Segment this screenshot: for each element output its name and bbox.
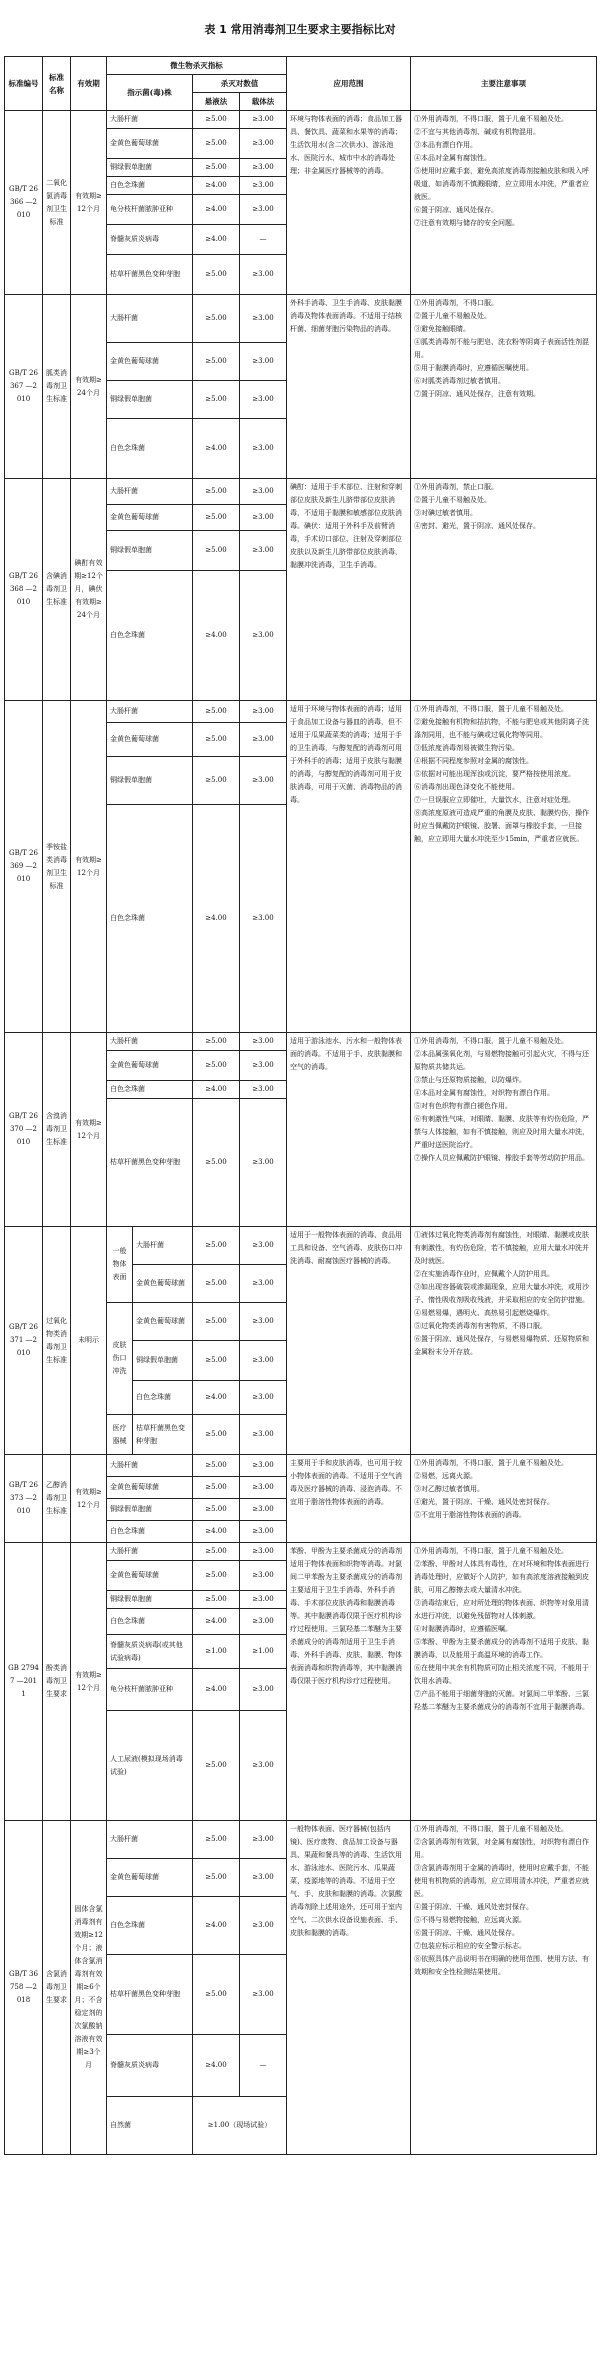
header-micro-group: 微生物杀灭指标 <box>107 57 287 75</box>
note-item: ⑥在使用中其余有机物质可防止相关浓度不同，不能用于饮用水消毒。 <box>414 1664 589 1685</box>
std-name-cell: 含氯消毒剂卫生要求 <box>43 1821 71 2155</box>
note-item: ⑥消毒剂出现色泽变化不能使用。 <box>414 783 519 791</box>
indicator-name-cell: 大肠杆菌 <box>107 295 193 343</box>
carrier-value-cell: ≥3.00 <box>240 159 287 177</box>
carrier-value-cell: ≥3.00 <box>240 1081 287 1099</box>
carrier-value-cell: ≥3.00 <box>240 177 287 195</box>
carrier-value-cell: ≥3.00 <box>240 757 287 805</box>
carrier-value-cell: ≥3.00 <box>240 1051 287 1081</box>
table-row <box>5 1033 597 1051</box>
note-item: ⑤对有色织物有漂白褪色作用。 <box>414 1102 512 1110</box>
indicator-name-cell: 大肠杆菌 <box>107 1455 193 1477</box>
note-item: ④本品对金属有腐蚀性，对织物有漂白作用。 <box>414 1089 554 1097</box>
note-item: ③消毒结束后，应对所处理的物体表面、织物等对象用清水进行冲洗，以避免残留物对人体刺激。 <box>414 1599 589 1620</box>
indicator-name-cell: 人工尿液(模拟现场消毒试验) <box>107 1711 193 1821</box>
indicator-name-cell: 自然菌 <box>107 2097 193 2155</box>
suspension-value-cell: ≥5.00 <box>193 1859 240 1897</box>
suspension-value-cell: ≥5.00 <box>193 1591 240 1609</box>
std-name-cell: 含溴消毒剂卫生标准 <box>43 1033 71 1227</box>
std-name-cell: 胍类消毒剂卫生标准 <box>43 295 71 479</box>
scope-cell: 碘酊：适用于手术部位、注射和穿刺部位皮肤及新生儿脐带部位皮肤消毒，不适用于黏膜和敏感部位皮肤消毒。碘伏：适用于外科手及前臂消毒，手术切口部位、注射及穿刺部位皮肤以及新生儿脐带部位皮肤消毒，黏膜冲洗消毒，卫生手消毒。 <box>287 479 411 701</box>
note-item: ④易燃易爆，遇明火、高热易引起燃烧爆炸。 <box>414 1309 554 1317</box>
scope-cell: 主要用于手和皮肤消毒，也可用于较小物体表面的消毒。不适用于空气消毒及医疗器械的消毒、浸泡消毒。不宜用于脂溶性物体表面的消毒。 <box>287 1455 411 1543</box>
suspension-value-cell: ≥5.00 <box>193 1303 240 1341</box>
note-item: ③含氯消毒剂用于金属的消毒时，使用时应戴手套，不能使用有机物质的消毒剂，应立即用清水冲洗，严重者应就医。 <box>414 1864 589 1898</box>
suspension-value-cell: ≥4.00 <box>193 1381 240 1415</box>
indicator-name-cell: 大肠杆菌 <box>107 1033 193 1051</box>
note-item: ⑧依照具体产品说明书在明确的使用范围、使用方法、有效期和安全性检测结果使用。 <box>414 1955 589 1976</box>
indicator-name-cell: 金黄色葡萄球菌 <box>107 505 193 531</box>
header-indicator: 指示菌(毒)株 <box>107 75 193 111</box>
carrier-value-cell: ≥3.00 <box>240 1859 287 1897</box>
indicator-name-cell: 金黄色葡萄球菌 <box>133 1303 193 1341</box>
carrier-value-cell: ≥3.00 <box>240 1381 287 1415</box>
notes-cell <box>411 479 597 701</box>
note-item: ⑤过氧化物类消毒剂有害物质，不得口服。 <box>414 1322 547 1330</box>
indicator-name-cell: 白色念珠菌 <box>107 419 193 479</box>
comparison-table <box>4 56 597 2155</box>
note-item: ③如出现容器破裂或渗漏现象，应用大量水冲洗，或用沙子、惰性吸收剂吸收残液，并采取相应的安全防护措施。 <box>414 1283 589 1304</box>
carrier-value-cell: ≥3.00 <box>240 1521 287 1543</box>
suspension-value-cell: ≥5.00 <box>193 1821 240 1859</box>
note-item: ④置于阴凉、干燥、通风处密封保存。 <box>414 1903 533 1911</box>
carrier-value-cell: ≥3.00 <box>240 701 287 723</box>
table-row <box>5 295 597 343</box>
header-std-name: 标准名称 <box>43 57 71 111</box>
std-number-cell: GB/T 26366 —2010 <box>5 111 43 295</box>
note-item: ②在实施消毒作业时，应佩戴个人防护用具。 <box>414 1270 554 1278</box>
scope-cell: 外科手消毒、卫生手消毒、皮肤黏膜消毒及物体表面消毒。不适用于结核杆菌、细菌芽胞污染物品的消毒。 <box>287 295 411 479</box>
indicator-name-cell: 脊髓灰质炎病毒(或其他试验病毒) <box>107 1635 193 1669</box>
note-item: ②本品属强氧化剂，与易燃物接触可引起火灾，不得与还原物质共储共运。 <box>414 1050 589 1071</box>
note-item: ①液体过氧化物类消毒剂有腐蚀性，对眼睛、黏膜或皮肤有刺激性，有灼伤危险，若不慎接触，应用大量水冲洗并及时就医。 <box>414 1231 589 1265</box>
indicator-name-cell: 脊髓灰质炎病毒 <box>107 2035 193 2097</box>
scope-cell: 一般物体表面、医疗器械(包括内镜)、医疗废物、食品加工设备与器具、果蔬和餐具等的消毒、生活饮用水、游泳池水、医院污水、瓜果蔬菜、疫源地等的消毒。不适用于空气、手、皮肤和黏膜的消毒。次氯酸消毒剂除上述用途外，还可用于室内空气、二次供水设备设施表面、手、皮肤和黏膜的消毒。 <box>287 1821 411 2155</box>
suspension-value-cell: ≥4.00 <box>193 1669 240 1711</box>
carrier-value-cell: ≥3.00 <box>240 1265 287 1303</box>
std-number-cell: GB/T 36758 —2018 <box>5 1821 43 2155</box>
note-item: ②含氯消毒剂有效氯，对金属有腐蚀性，对织物有漂白作用。 <box>414 1838 589 1859</box>
note-item: ⑤不得与易燃物接触，应远离火源。 <box>414 1916 526 1924</box>
note-item: ⑦置于阴凉、通风处保存，注意有效期。 <box>414 390 540 398</box>
suspension-value-cell: ≥5.00 <box>193 295 240 343</box>
carrier-value-cell: — <box>240 2035 287 2097</box>
std-name-cell: 过氧化物类消毒剂卫生标准 <box>43 1227 71 1455</box>
note-item: ②置于儿童不易触及处。 <box>414 312 491 320</box>
notes-cell <box>411 1543 597 1821</box>
header-row-1 <box>5 57 597 75</box>
note-item: ③避免接触眼睛。 <box>414 325 470 333</box>
validity-cell: 有效期≥12个月 <box>71 111 107 295</box>
carrier-value-cell: ≥3.00 <box>240 805 287 1033</box>
carrier-value-cell: ≥3.00 <box>240 195 287 225</box>
carrier-value-cell: ≥3.00 <box>240 1821 287 1859</box>
table-row <box>5 701 597 723</box>
note-item: ⑥置于阴凉、通风处保存，与易燃易爆物质、还原物质和金属粉末分开存放。 <box>414 1335 589 1356</box>
suspension-value-cell: ≥5.00 <box>193 255 240 295</box>
notes-cell <box>411 111 597 295</box>
indicator-name-cell: 龟分枝杆菌脓肿亚种 <box>107 1669 193 1711</box>
note-item: ⑤使用时应戴手套，避免高浓度消毒剂接触皮肤和吸入呼吸道，如消毒剂不慎溅眼睛，应立即用水冲洗，严重者应就医。 <box>414 167 589 201</box>
indicator-name-cell: 金黄色葡萄球菌 <box>107 1051 193 1081</box>
carrier-value-cell: ≥3.00 <box>240 571 287 701</box>
std-number-cell: GB/T 26370 —2010 <box>5 1033 43 1227</box>
indicator-name-cell: 白色念珠菌 <box>107 1081 193 1099</box>
carrier-value-cell: ≥3.00 <box>240 129 287 159</box>
header-scope: 应用范围 <box>287 57 411 111</box>
indicator-name-cell: 铜绿假单胞菌 <box>107 159 193 177</box>
carrier-value-cell: ≥3.00 <box>240 1477 287 1499</box>
std-name-cell: 季铵盐类消毒剂卫生标准 <box>43 701 71 1033</box>
std-name-cell: 酚类消毒剂卫生要求 <box>43 1543 71 1821</box>
std-number-cell: GB/T 26369 —2010 <box>5 701 43 1033</box>
suspension-value-cell: ≥5.00 <box>193 531 240 571</box>
header-log-kill: 杀灭对数值 <box>193 75 287 93</box>
scope-cell: 苯酚、甲酚为主要杀菌成分的消毒剂适用于物体表面和织物等消毒。对氯间二甲苯酚为主要杀菌成分的消毒剂主要适用于卫生手消毒、外科手消毒、手术部位皮肤消毒和黏膜消毒等。其中黏膜消毒仅限于医疗机构诊疗过程使用。三氯羟基二苯醚为主要杀菌成分的消毒剂适用于卫生手消毒、外科手消毒、皮肤、黏膜、物体表面消毒和织物消毒等，其中黏膜消毒仅限于医疗机构诊疗过程使用。 <box>287 1543 411 1821</box>
std-number-cell: GB/T 26373 —2010 <box>5 1455 43 1543</box>
indicator-name-cell: 龟分枝杆菌脓肿亚种 <box>107 195 193 225</box>
note-item: ①外用消毒剂，不得口服，置于儿童不易触及处。 <box>414 1825 568 1833</box>
scope-cell: 环境与物体表面的消毒；食品加工器具、餐饮具、蔬菜和水果等的消毒；生活饮用水(含二次供水)、游泳池水、医院污水、城市中水的消毒处理；非金属医疗器械等的消毒。 <box>287 111 411 295</box>
carrier-value-cell: ≥3.00 <box>240 1897 287 1955</box>
note-item: ①外用消毒剂，不得口服，置于儿童不易触及处。 <box>414 115 568 123</box>
indicator-name-cell: 白色念珠菌 <box>107 1521 193 1543</box>
note-item: ①外用消毒剂，禁止口服。 <box>414 483 498 491</box>
header-carrier: 载体法 <box>240 93 287 111</box>
suspension-value-cell: ≥4.00 <box>193 805 240 1033</box>
table-title: 表 1 常用消毒剂卫生要求主要指标比对 <box>204 23 396 36</box>
note-item: ④根据不同程度参照对金属的腐蚀性。 <box>414 757 533 765</box>
scope-cell: 适用于环境与物体表面的消毒；适用于食品加工设备与器皿的消毒，但不适用于瓜果蔬菜类的消毒；适用于手的卫生消毒，与醇复配的消毒剂可用于外科手的消毒；适用于皮肤与黏膜的消毒，与醇复配的消毒剂可用于皮肤消毒，可用于灭菌、消毒物品的消毒。 <box>287 701 411 1033</box>
suspension-value-cell: ≥5.00 <box>193 1099 240 1227</box>
suspension-value-cell: ≥5.00 <box>193 1227 240 1265</box>
indicator-name-cell: 金黄色葡萄球菌 <box>107 1477 193 1499</box>
indicator-name-cell: 大肠杆菌 <box>107 1821 193 1859</box>
std-number-cell: GB/T 26367 —2010 <box>5 295 43 479</box>
indicator-name-cell: 脊髓灰质炎病毒 <box>107 225 193 255</box>
suspension-value-cell: ≥5.00 <box>193 1051 240 1081</box>
note-item: ②不宜与其他消毒剂、碱或有机物混用。 <box>414 128 540 136</box>
indicator-name-cell: 枯草杆菌黑色变种芽胞 <box>107 1955 193 2035</box>
note-item: ③禁止与还原物质接触，以防爆炸。 <box>414 1076 526 1084</box>
note-item: ⑦一旦误服应立即催吐，大量饮水，注意对症处理。 <box>414 796 575 804</box>
notes-cell <box>411 1227 597 1455</box>
std-number-cell: GB/T 26368 —2010 <box>5 479 43 701</box>
suspension-value-cell: ≥5.00 <box>193 1455 240 1477</box>
table-row <box>5 1543 597 1561</box>
carrier-value-cell: ≥3.00 <box>240 381 287 419</box>
note-item: ①外用消毒剂，不得口服，置于儿童不易触及处。 <box>414 1459 568 1467</box>
suspension-value-cell: ≥5.00 <box>193 1477 240 1499</box>
suspension-value-cell: ≥5.00 <box>193 723 240 757</box>
header-notes: 主要注意事项 <box>411 57 597 111</box>
note-item: ③低浓度消毒剂易被微生物污染。 <box>414 744 519 752</box>
indicator-name-cell: 金黄色葡萄球菌 <box>107 1561 193 1591</box>
suspension-value-cell: ≥5.00 <box>193 343 240 381</box>
indicator-name-cell: 金黄色葡萄球菌 <box>107 1859 193 1897</box>
indicator-name-cell: 枯草杆菌黑色变种芽胞 <box>107 255 193 295</box>
header-validity: 有效期 <box>71 57 107 111</box>
note-item: ①外用消毒剂，不得口服，置于儿童不易触及处。 <box>414 1547 568 1555</box>
note-item: ④胍类消毒剂不能与肥皂、洗衣粉等阴离子表面活性剂混用。 <box>414 338 589 359</box>
std-number-cell: GB/T 26371 —2010 <box>5 1227 43 1455</box>
carrier-value-cell: ≥3.00 <box>240 1669 287 1711</box>
indicator-name-cell: 枯草杆菌黑色变种芽胞 <box>133 1415 193 1455</box>
carrier-value-cell: ≥3.00 <box>240 1455 287 1477</box>
suspension-value-cell: ≥4.00 <box>193 571 240 701</box>
indicator-name-cell: 大肠杆菌 <box>133 1227 193 1265</box>
indicator-name-cell: 金黄色葡萄球菌 <box>107 129 193 159</box>
note-item: ①外用消毒剂，不得口服，置于儿童不易触及处。 <box>414 705 568 713</box>
carrier-value-cell: ≥3.00 <box>240 723 287 757</box>
field-test-value-cell: ≥1.00（现场试验） <box>193 2097 287 2155</box>
indicator-name-cell: 铜绿假单胞菌 <box>133 1341 193 1381</box>
note-item: ⑦产品不能用于细菌芽胞的灭菌。对氯间二甲苯酚、三氯羟基二苯醚为主要杀菌成分的消毒剂不宜用于黏膜消毒。 <box>414 1690 589 1711</box>
carrier-value-cell: ≥3.00 <box>240 255 287 295</box>
indicator-name-cell: 铜绿假单胞菌 <box>107 1499 193 1521</box>
carrier-value-cell: ≥3.00 <box>240 419 287 479</box>
indicator-name-cell: 白色念珠菌 <box>107 1609 193 1635</box>
note-item: ⑤不宜用于脂溶性物体表面的消毒。 <box>414 1511 526 1519</box>
suspension-value-cell: ≥5.00 <box>193 381 240 419</box>
note-item: ④本品对金属有腐蚀性。 <box>414 154 491 162</box>
notes-cell <box>411 701 597 1033</box>
carrier-value-cell: ≥3.00 <box>240 343 287 381</box>
carrier-value-cell: ≥3.00 <box>240 1955 287 2035</box>
note-item: ⑦操作人员应佩戴防护眼镜、橡胶手套等劳动防护用品。 <box>414 1154 589 1162</box>
carrier-value-cell: ≥3.00 <box>240 1499 287 1521</box>
notes-cell <box>411 1033 597 1227</box>
suspension-value-cell: ≥4.00 <box>193 1521 240 1543</box>
note-item: ⑦注意有效期与储存的安全问题。 <box>414 219 519 227</box>
suspension-value-cell: ≥5.00 <box>193 159 240 177</box>
suspension-value-cell: ≥4.00 <box>193 195 240 225</box>
note-item: ③对乙醇过敏者慎用。 <box>414 1485 484 1493</box>
indicator-name-cell: 金黄色葡萄球菌 <box>107 723 193 757</box>
suspension-value-cell: ≥5.00 <box>193 1341 240 1381</box>
indicator-name-cell: 白色念珠菌 <box>133 1381 193 1415</box>
table-row <box>5 1455 597 1477</box>
notes-cell <box>411 1821 597 2155</box>
suspension-value-cell: ≥4.00 <box>193 2035 240 2097</box>
validity-cell: 有效期≥24个月 <box>71 295 107 479</box>
suspension-value-cell: ≥5.00 <box>193 1561 240 1591</box>
note-item: ①外用消毒剂，不得口服。 <box>414 299 498 307</box>
header-suspension: 悬液法 <box>193 93 240 111</box>
carrier-value-cell: ≥3.00 <box>240 1341 287 1381</box>
note-item: ④密封、避光，置于阴凉、通风处保存。 <box>414 522 540 530</box>
indicator-name-cell: 铜绿假单胞菌 <box>107 1591 193 1609</box>
carrier-value-cell: ≥3.00 <box>240 1227 287 1265</box>
carrier-value-cell: ≥3.00 <box>240 1561 287 1591</box>
validity-cell: 碘酊有效期≥12个月，碘伏有效期≥24个月 <box>71 479 107 701</box>
note-item: ③本品有漂白作用。 <box>414 141 477 149</box>
suspension-value-cell: ≥5.00 <box>193 505 240 531</box>
note-item: ④对黏膜消毒时，应遵循医嘱。 <box>414 1625 512 1633</box>
carrier-value-cell: — <box>240 225 287 255</box>
carrier-value-cell: ≥3.00 <box>240 1711 287 1821</box>
suspension-value-cell: ≥5.00 <box>193 111 240 129</box>
indicator-name-cell: 白色念珠菌 <box>107 805 193 1033</box>
indicator-name-cell: 大肠杆菌 <box>107 111 193 129</box>
suspension-value-cell: ≥4.00 <box>193 1609 240 1635</box>
indicator-name-cell: 铜绿假单胞菌 <box>107 531 193 571</box>
note-item: ⑦包装应标示相应的安全警示标志。 <box>414 1942 526 1950</box>
carrier-value-cell: ≥3.00 <box>240 1303 287 1341</box>
note-item: ⑥置于阴凉、干燥、通风处保存。 <box>414 1929 519 1937</box>
suspension-value-cell: ≥4.00 <box>193 177 240 195</box>
carrier-value-cell: ≥3.00 <box>240 479 287 505</box>
table-row <box>5 111 597 129</box>
carrier-value-cell: ≥3.00 <box>240 1543 287 1561</box>
carrier-value-cell: ≥1.00 <box>240 1635 287 1669</box>
indicator-name-cell: 铜绿假单胞菌 <box>107 757 193 805</box>
validity-cell: 未明示 <box>71 1227 107 1455</box>
scope-cell: 适用于游泳池水、污水和一般物体表面的消毒。不适用于手、皮肤黏膜和空气的消毒。 <box>287 1033 411 1227</box>
suspension-value-cell: ≥5.00 <box>193 129 240 159</box>
indicator-name-cell: 金黄色葡萄球菌 <box>133 1265 193 1303</box>
note-item: ②置于儿童不易触及处。 <box>414 496 491 504</box>
note-item: ②易燃，远离火源。 <box>414 1472 477 1480</box>
table-row <box>5 479 597 505</box>
suspension-value-cell: ≥4.00 <box>193 1081 240 1099</box>
indicator-name-cell: 枯草杆菌黑色变种芽胞 <box>107 1099 193 1227</box>
table-row <box>5 1821 597 1859</box>
carrier-value-cell: ≥3.00 <box>240 111 287 129</box>
indicator-name-cell: 大肠杆菌 <box>107 1543 193 1561</box>
validity-cell: 有效期≥12个月 <box>71 701 107 1033</box>
suspension-value-cell: ≥5.00 <box>193 1711 240 1821</box>
std-name-cell: 乙醇消毒剂卫生标准 <box>43 1455 71 1543</box>
indicator-name-cell: 铜绿假单胞菌 <box>107 381 193 419</box>
carrier-value-cell: ≥3.00 <box>240 295 287 343</box>
std-number-cell: GB 27947 —2011 <box>5 1543 43 1821</box>
note-item: ⑤用于黏膜消毒时，应遵循医嘱使用。 <box>414 364 533 372</box>
suspension-value-cell: ≥5.00 <box>193 1499 240 1521</box>
indicator-name-cell: 大肠杆菌 <box>107 701 193 723</box>
indicator-name-cell: 大肠杆菌 <box>107 479 193 505</box>
header-std-no: 标准编号 <box>5 57 43 111</box>
suspension-value-cell: ≥4.00 <box>193 225 240 255</box>
validity-cell: 有效期≥12个月 <box>71 1033 107 1227</box>
carrier-value-cell: ≥3.00 <box>240 1033 287 1051</box>
carrier-value-cell: ≥3.00 <box>240 531 287 571</box>
suspension-value-cell: ≥5.00 <box>193 757 240 805</box>
table-body <box>5 111 597 2155</box>
carrier-value-cell: ≥3.00 <box>240 1099 287 1227</box>
carrier-value-cell: ≥3.00 <box>240 1609 287 1635</box>
suspension-value-cell: ≥5.00 <box>193 1955 240 2035</box>
note-item: ⑤依据对可能出现浑浊或沉淀，要严格按使用浓度。 <box>414 770 575 778</box>
scope-cell: 适用于一般物体表面的消毒、食品用工具和设备、空气消毒、皮肤伤口冲洗消毒、耐腐蚀医疗器械的消毒。 <box>287 1227 411 1455</box>
validity-cell: 有效期≥12个月 <box>71 1455 107 1543</box>
note-item: ①外用消毒剂，不得口服，置于儿童不易触及处。 <box>414 1037 568 1045</box>
notes-cell <box>411 295 597 479</box>
note-item: ⑥有刺激性气味，对眼睛、黏膜、皮肤等有灼伤危险，严禁与人体接触，如有不慎接触，则应及时用大量水冲洗，严重时送医院治疗。 <box>414 1115 589 1149</box>
suspension-value-cell: ≥4.00 <box>193 1897 240 1955</box>
note-item: ⑥对胍类消毒剂过敏者慎用。 <box>414 377 505 385</box>
suspension-value-cell: ≥4.00 <box>193 419 240 479</box>
suspension-value-cell: ≥1.00 <box>193 1635 240 1669</box>
suspension-value-cell: ≥5.00 <box>193 701 240 723</box>
suspension-value-cell: ≥5.00 <box>193 1543 240 1561</box>
notes-cell <box>411 1455 597 1543</box>
note-item: ②避免接触有机物和拮抗物，不能与肥皂或其他阴离子洗涤剂同用，也不能与碘或过氧化物等同用。 <box>414 718 589 739</box>
suspension-value-cell: ≥5.00 <box>193 1415 240 1455</box>
note-item: ②苯酚、甲酚对人体具有毒性，在对环境和物体表面进行消毒处理时，应做好个人防护，如有高浓度溶液接触到皮肤，可用乙醇擦去或大量清水冲洗。 <box>414 1560 589 1594</box>
std-name-cell: 含碘消毒剂卫生标准 <box>43 479 71 701</box>
note-item: ④避光，置于阴凉、干燥、通风处密封保存。 <box>414 1498 554 1506</box>
indicator-group-cell: 医疗器械 <box>107 1415 133 1455</box>
note-item: ⑧高浓度原液可造成严重的角膜及皮肤、黏膜灼伤，操作时应当佩戴防护眼镜、胶署、面罩与橡胶手套，一旦接触，应立即用大量水冲洗至少15min，严重者应就医。 <box>414 809 589 843</box>
suspension-value-cell: ≥5.00 <box>193 479 240 505</box>
note-item: ⑤苯酚、甲酚为主要杀菌成分的消毒剂不适用于皮肤、黏膜消毒，以及能用于高温环境的消毒工作。 <box>414 1638 589 1659</box>
indicator-name-cell: 白色念珠菌 <box>107 177 193 195</box>
indicator-name-cell: 白色念珠菌 <box>107 1897 193 1955</box>
indicator-group-cell: 皮肤伤口冲洗 <box>107 1303 133 1415</box>
indicator-name-cell: 金黄色葡萄球菌 <box>107 343 193 381</box>
validity-cell: 有效期≥12个月 <box>71 1543 107 1821</box>
note-item: ③对碘过敏者慎用。 <box>414 509 477 517</box>
std-name-cell: 二氧化氯消毒剂卫生标准 <box>43 111 71 295</box>
suspension-value-cell: ≥5.00 <box>193 1033 240 1051</box>
carrier-value-cell: ≥3.00 <box>240 1415 287 1455</box>
carrier-value-cell: ≥3.00 <box>240 505 287 531</box>
indicator-name-cell: 白色念珠菌 <box>107 571 193 701</box>
indicator-group-cell: 一般物体表面 <box>107 1227 133 1303</box>
suspension-value-cell: ≥5.00 <box>193 1265 240 1303</box>
validity-cell: 固体含氯消毒剂有效期≥12个月；液体含氯消毒剂有效期≥6个月；不含稳定剂的次氯酸钠溶液有效期≥3个月 <box>71 1821 107 2155</box>
carrier-value-cell: ≥3.00 <box>240 1591 287 1609</box>
table-row <box>5 1227 597 1265</box>
note-item: ⑥置于阴凉、通风处保存。 <box>414 206 498 214</box>
